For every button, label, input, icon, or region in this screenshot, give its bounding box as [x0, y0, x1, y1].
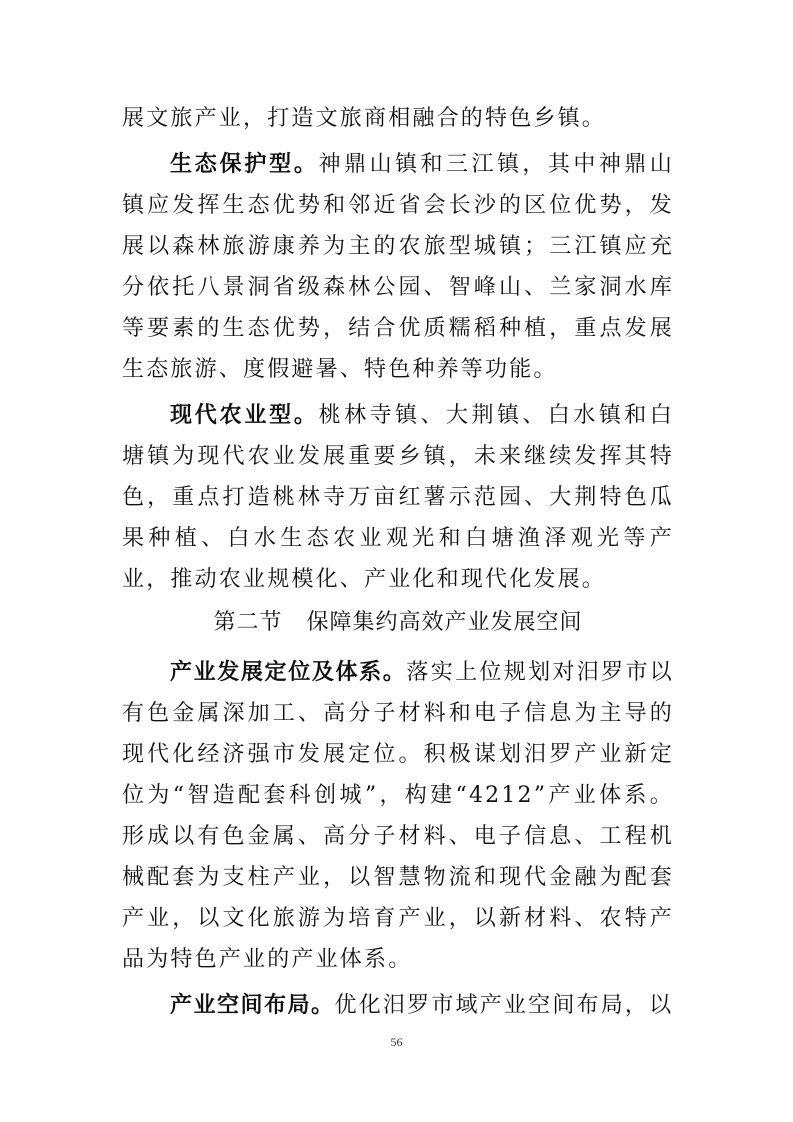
paragraph-body: 优化汨罗市域产业空间布局，以: [334, 993, 674, 1018]
paragraph-body: 神鼎山镇和三江镇，其中神鼎山镇应发挥生态优势和邻近省会长沙的区位优势，发展以森林旅游康养为主的农旅型城镇；三江镇应充分依托八景洞省级森林公园、智峰山、兰家洞水库等要素的生态优势，结合优质糯稻种植，重点发展生态旅游、度假避暑、特色种养等功能。: [122, 152, 674, 382]
section-title: 保障集约高效产业发展空间: [306, 610, 583, 635]
body-text: [122, 98, 674, 1026]
paragraph-body: 桃林寺镇、大荆镇、白水镇和白塘镇为现代农业发展重要乡镇，未来继续发挥其特色，重点打造桃林寺万亩红薯示范园、大荆特色瓜果种植、白水生态农业观光和白塘渔泽观光等产业，推动农业规模化、产业化和现代化发展。: [122, 403, 674, 592]
paragraph-lead: 现代农业型。: [170, 403, 319, 428]
paragraph-modern-agriculture: [122, 395, 674, 600]
paragraph-body: 展文旅产业，打造文旅商相融合的特色乡镇。: [122, 106, 607, 131]
page-number: 56: [390, 1035, 403, 1049]
paragraph-industry-spatial-layout: [122, 985, 674, 1026]
paragraph-industry-positioning: [122, 652, 674, 980]
section-heading: [122, 600, 674, 647]
paragraph-ecological-protection: [122, 144, 674, 390]
section-number: 第二节: [213, 610, 283, 635]
paragraph-lead: 产业发展定位及体系。: [170, 660, 407, 685]
paragraph-continuation: [122, 98, 674, 139]
paragraph-lead: 产业空间布局。: [170, 993, 335, 1018]
paragraph-body: 落实上位规划对汨罗市以有色金属深加工、高分子材料和电子信息为主导的现代化经济强市发展定位。积极谋划汨罗产业新定位为“智造配套科创城”，构建“4212”产业体系。形成以有色金属、高分子材料、电子信息、工程机械配套为支柱产业，以智慧物流和现代金融为配套产业，以文化旅游为培育产业，以新材料、农特产品为特色产业的产业体系。: [122, 660, 674, 972]
paragraph-lead: 生态保护型。: [170, 152, 319, 177]
